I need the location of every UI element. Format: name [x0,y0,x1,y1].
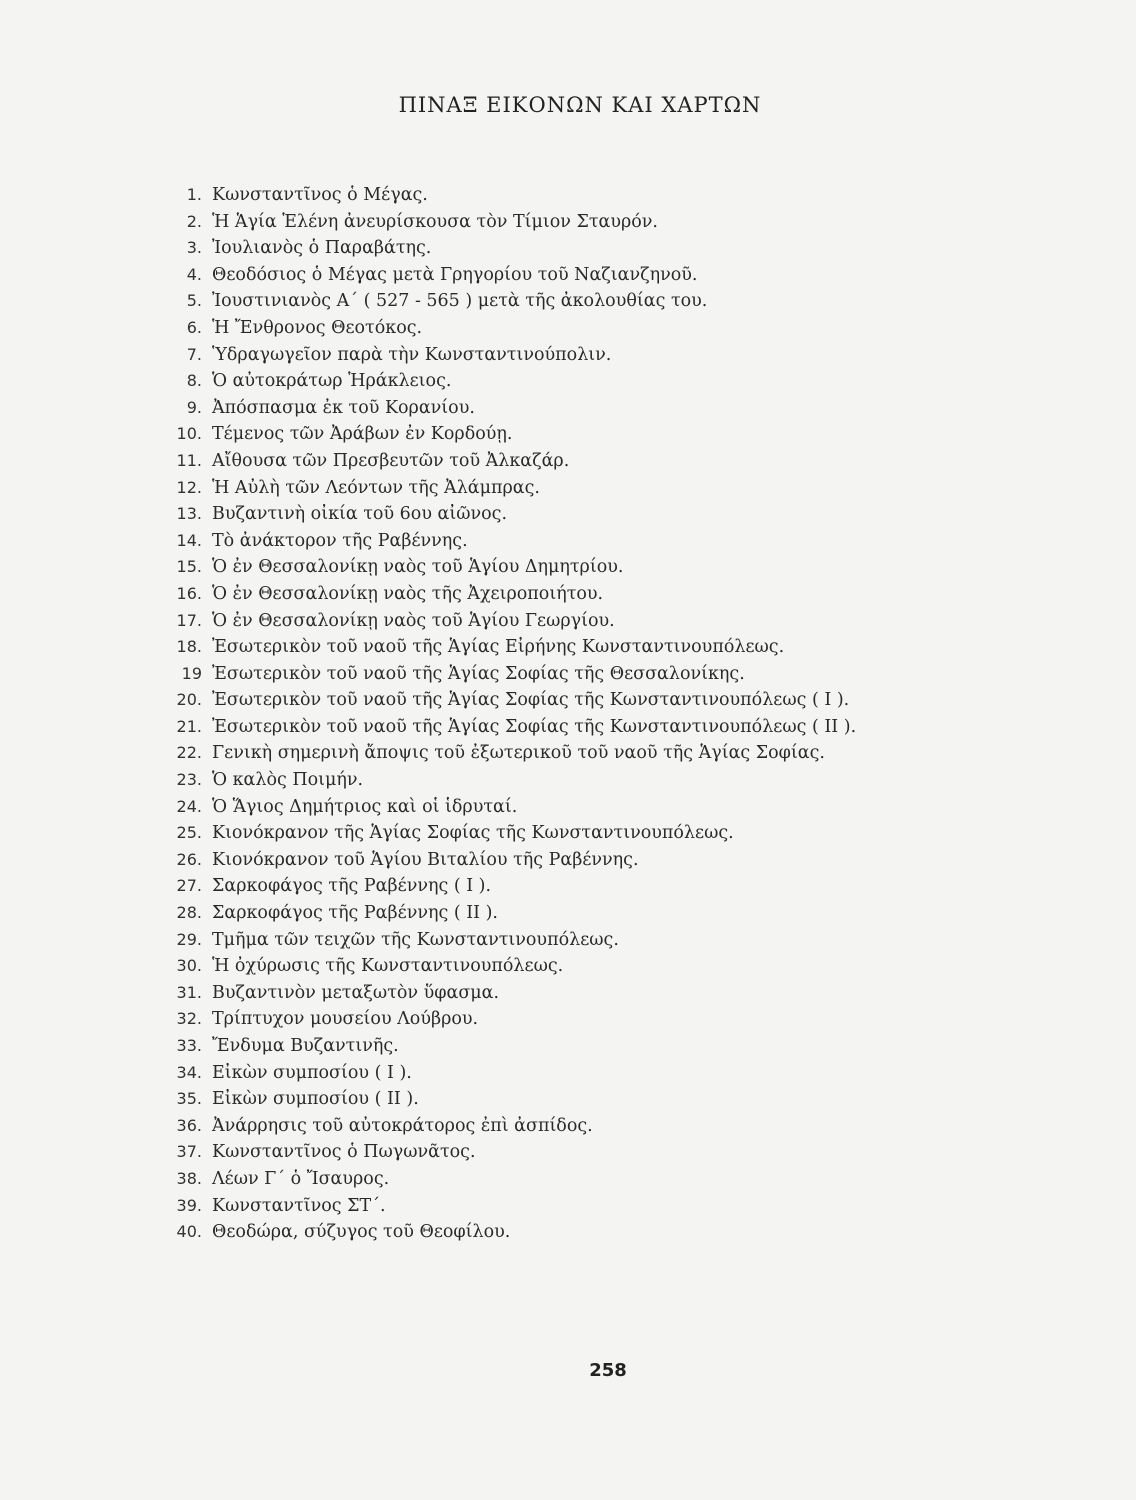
item-number: 2. [186,211,202,231]
item-text: Ἐσωτερικὸν τοῦ ναοῦ τῆς Ἁγίας Σοφίας τῆς Κωνσταντινουπόλεως ( ΙΙ ). [212,716,857,737]
list-item [160,900,1060,927]
list-item [160,1086,1060,1113]
list-item [160,687,1060,714]
item-number: 4. [186,264,202,284]
item-text: Κωνσταντῖνος ΣΤ΄. [212,1195,386,1216]
list-item [160,1193,1060,1220]
list-item [160,767,1060,794]
item-number: 23. [176,770,202,790]
item-text: Ἀπόσπασμα ἐκ τοῦ Κορανίου. [212,397,475,418]
item-number: 25. [176,823,202,843]
item-text: Ἡ ὀχύρωσις τῆς Κωνσταντινουπόλεως. [212,956,564,977]
item-number: 28. [176,903,202,923]
item-number: 6. [186,317,202,337]
item-number: 14. [176,530,202,550]
item-number: 37. [176,1142,202,1162]
list-item [160,794,1060,821]
list-item [160,395,1060,422]
item-text: Ἰουστινιανὸς Α΄ ( 527 - 565 ) μετὰ τῆς ἀκολουθίας του. [212,291,708,312]
item-number: 12. [176,477,202,497]
item-text: Εἰκὼν συμποσίου ( Ι ). [212,1062,412,1083]
list-item [160,927,1060,954]
item-text: Γενικὴ σημερινὴ ἄποψις τοῦ ἐξωτερικοῦ τοῦ ναοῦ τῆς Ἁγίας Σοφίας. [212,743,825,764]
item-text: Ὁ ἐν Θεσσαλονίκῃ ναὸς τοῦ Ἁγίου Γεωργίου. [212,610,615,631]
item-number: 36. [176,1115,202,1135]
list-item [160,1219,1060,1246]
item-text: Θεοδώρα, σύζυγος τοῦ Θεοφίλου. [212,1222,511,1243]
list-item [160,1113,1060,1140]
list-item [160,421,1060,448]
list-item [160,1139,1060,1166]
list-item [160,1006,1060,1033]
list-item [160,475,1060,502]
item-text: Κιονόκρανον τῆς Ἁγίας Σοφίας τῆς Κωνσταντινουπόλεως. [212,823,734,844]
item-number: 29. [176,929,202,949]
item-text: Ἐσωτερικὸν τοῦ ναοῦ τῆς Ἁγίας Σοφίας τῆς Κωνσταντινουπόλεως ( Ι ). [212,690,850,711]
item-number: 19 [181,663,202,683]
list-item [160,608,1060,635]
item-number: 17. [176,610,202,630]
page-title: ΠΙΝΑΞ ΕΙΚΟΝΩΝ ΚΑΙ ΧΑΡΤΩΝ [398,93,762,117]
item-text: Ἡ Αὐλὴ τῶν Λεόντων τῆς Ἀλάμπρας. [212,477,540,498]
item-number: 38. [176,1168,202,1188]
item-number: 30. [176,956,202,976]
list-item [160,820,1060,847]
item-number: 21. [176,716,202,736]
list-item [160,714,1060,741]
list-item [160,528,1060,555]
item-number: 8. [186,371,202,391]
list-item [160,182,1060,209]
item-text: Ἰουλιανὸς ὁ Παραβάτης. [212,238,432,259]
item-number: 22. [176,743,202,763]
list-item [160,209,1060,236]
page-number: 258 [589,1360,627,1381]
item-number: 3. [186,238,202,258]
item-number: 34. [176,1062,202,1082]
item-number: 31. [176,982,202,1002]
list-item [160,235,1060,262]
item-text: Ἀνάρρησις τοῦ αὐτοκράτορος ἐπὶ ἀσπίδος. [212,1115,593,1136]
item-number: 27. [176,876,202,896]
item-text: Τρίπτυχον μουσείου Λούβρου. [212,1009,479,1030]
list-item [160,634,1060,661]
item-text: Ἡ Ἔνθρονος Θεοτόκος. [212,317,423,338]
list-item [160,581,1060,608]
item-text: Κωνσταντῖνος ὁ Πωγωνᾶτος. [212,1142,476,1163]
list-item [160,661,1060,688]
list-item [160,288,1060,315]
item-number: 35. [176,1089,202,1109]
list-item [160,953,1060,980]
item-text: Κωνσταντῖνος ὁ Μέγας. [212,185,428,205]
list-item [160,342,1060,369]
item-text: Ἐσωτερικὸν τοῦ ναοῦ τῆς Ἁγίας Σοφίας τῆς Θεσσαλονίκης. [212,663,745,684]
item-number: 24. [176,796,202,816]
list-item [160,315,1060,342]
item-number: 10. [176,424,202,444]
item-text: Βυζαντινὴ οἰκία τοῦ 6ου αἰῶνος. [212,504,508,525]
item-text: Τμῆμα τῶν τειχῶν τῆς Κωνσταντινουπόλεως. [212,929,619,950]
figure-list [160,182,1060,1246]
item-text: Ἐσωτερικὸν τοῦ ναοῦ τῆς Ἁγίας Εἰρήνης Κωνσταντινουπόλεως. [212,637,785,658]
item-text: Ὑδραγωγεῖον παρὰ τὴν Κωνσταντινούπολιν. [212,344,612,365]
item-number: 15. [176,557,202,577]
item-number: 7. [186,344,202,364]
list-item [160,262,1060,289]
list-item [160,740,1060,767]
item-text: Ὁ καλὸς Ποιμήν. [212,770,364,791]
item-text: Ἡ Ἁγία Ἑλένη ἀνευρίσκουσα τὸν Τίμιον Σταυρόν. [212,211,658,232]
list-item [160,554,1060,581]
item-number: 11. [176,450,202,470]
item-text: Εἰκὼν συμποσίου ( ΙΙ ). [212,1089,419,1110]
list-item [160,1166,1060,1193]
item-number: 13. [176,504,202,524]
item-text: Κιονόκρανον τοῦ Ἁγίου Βιταλίου τῆς Ραβέννης. [212,849,639,870]
item-number: 16. [176,583,202,603]
item-number: 1. [186,185,202,204]
item-number: 18. [176,637,202,657]
item-number: 20. [176,690,202,710]
item-number: 26. [176,849,202,869]
item-text: Βυζαντινὸν μεταξωτὸν ὕφασμα. [212,982,500,1003]
list-item [160,448,1060,475]
item-number: 5. [186,291,202,311]
list-item [160,847,1060,874]
item-text: Αἴθουσα τῶν Πρεσβευτῶν τοῦ Ἀλκαζάρ. [212,450,570,471]
item-text: Σαρκοφάγος τῆς Ραβέννης ( ΙΙ ). [212,903,498,924]
item-text: Σαρκοφάγος τῆς Ραβέννης ( Ι ). [212,876,492,897]
item-text: Λέων Γ΄ ὁ Ἴσαυρος. [212,1168,390,1189]
item-text: Τέμενος τῶν Ἀράβων ἐν Κορδούῃ. [212,424,513,445]
item-number: 9. [186,397,202,417]
list-item [160,501,1060,528]
item-text: Ὁ Ἅγιος Δημήτριος καὶ οἱ ἱδρυταί. [212,796,518,817]
item-text: Θεοδόσιος ὁ Μέγας μετὰ Γρηγορίου τοῦ Ναζιανζηνοῦ. [212,264,698,285]
item-number: 40. [176,1222,202,1242]
list-item [160,1060,1060,1087]
item-text: Ἔνδυμα Βυζαντινῆς. [212,1036,399,1056]
item-number: 39. [176,1195,202,1215]
list-item [160,980,1060,1007]
list-item [160,1033,1060,1060]
item-text: Ὁ αὐτοκράτωρ Ἡράκλειος. [212,371,452,392]
item-text: Ὁ ἐν Θεσσαλονίκῃ ναὸς τοῦ Ἁγίου Δημητρίου. [212,557,624,578]
list-item [160,873,1060,900]
item-text: Τὸ ἀνάκτορον τῆς Ραβέννης. [212,530,468,551]
item-text: Ὁ ἐν Θεσσαλονίκῃ ναὸς τῆς Ἀχειροποιήτου. [212,583,604,604]
item-number: 32. [176,1009,202,1029]
list-item [160,368,1060,395]
item-number: 33. [176,1036,202,1055]
